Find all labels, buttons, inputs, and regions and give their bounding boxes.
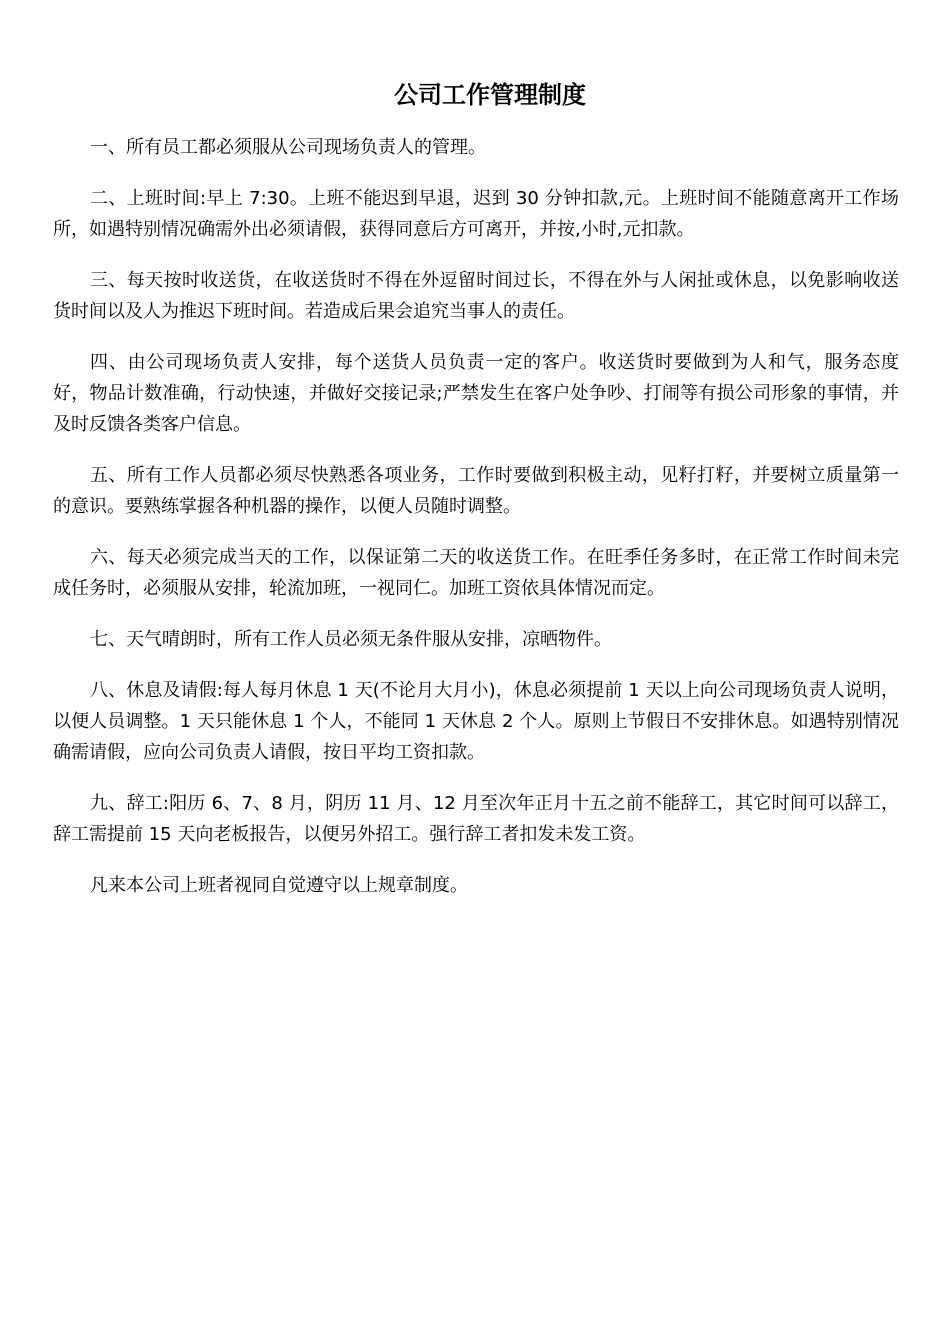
rule-paragraph-3: 三、每天按时收送货，在收送货时不得在外逗留时间过长，不得在外与人闲扯或休息，以免影响收送货时间以及人为推迟下班时间。若造成后果会追究当事人的责任。	[53, 270, 899, 322]
closing-paragraph: 凡来本公司上班者视同自觉遵守以上规章制度。	[90, 875, 468, 896]
document-title: 公司工作管理制度	[394, 81, 586, 109]
rule-paragraph-1: 一、所有员工都必须服从公司现场负责人的管理。	[90, 137, 486, 158]
rule-paragraph-5: 五、所有工作人员都必须尽快熟悉各项业务，工作时要做到积极主动，见籽打籽，并要树立质量第一的意识。要熟练掌握各种机器的操作，以便人员随时调整。	[53, 465, 899, 517]
rule-paragraph-4: 四、由公司现场负责人安排，每个送货人员负责一定的客户。收送货时要做到为人和气，服务态度好，物品计数准确，行动快速，并做好交接记录;严禁发生在客户处争吵、打闹等有损公司形象的事情，并及时反馈各类客户信息。	[53, 352, 899, 435]
rule-paragraph-8: 八、休息及请假:每人每月休息 1 天(不论月大月小)，休息必须提前 1 天以上向公司现场负责人说明，以便人员调整。1 天只能休息 1 个人，不能同 1 天休息 2 个人。原则上节假日不安排休息。如遇特别情况确需请假，应向公司负责人请假，按日平均工资扣款。	[53, 680, 899, 763]
rule-paragraph-6: 六、每天必须完成当天的工作，以保证第二天的收送货工作。在旺季任务多时，在正常工作时间未完成任务时，必须服从安排，轮流加班，一视同仁。加班工资依具体情况而定。	[53, 547, 899, 599]
rule-paragraph-2: 二、上班时间:早上 7:30。上班不能迟到早退，迟到 30 分钟扣款,元。上班时间不能随意离开工作场所，如遇特别情况确需外出必须请假，获得同意后方可离开，并按,小时,元扣款。	[53, 188, 899, 240]
rule-paragraph-9: 九、辞工:阳历 6、7、8 月，阴历 11 月、12 月至次年正月十五之前不能辞工，其它时间可以辞工，辞工需提前 15 天向老板报告，以便另外招工。强行辞工者扣发未发工资。	[53, 793, 899, 845]
document-body	[53, 132, 899, 921]
rule-paragraph-7: 七、天气晴朗时，所有工作人员必须无条件服从安排，凉晒物件。	[90, 629, 612, 650]
